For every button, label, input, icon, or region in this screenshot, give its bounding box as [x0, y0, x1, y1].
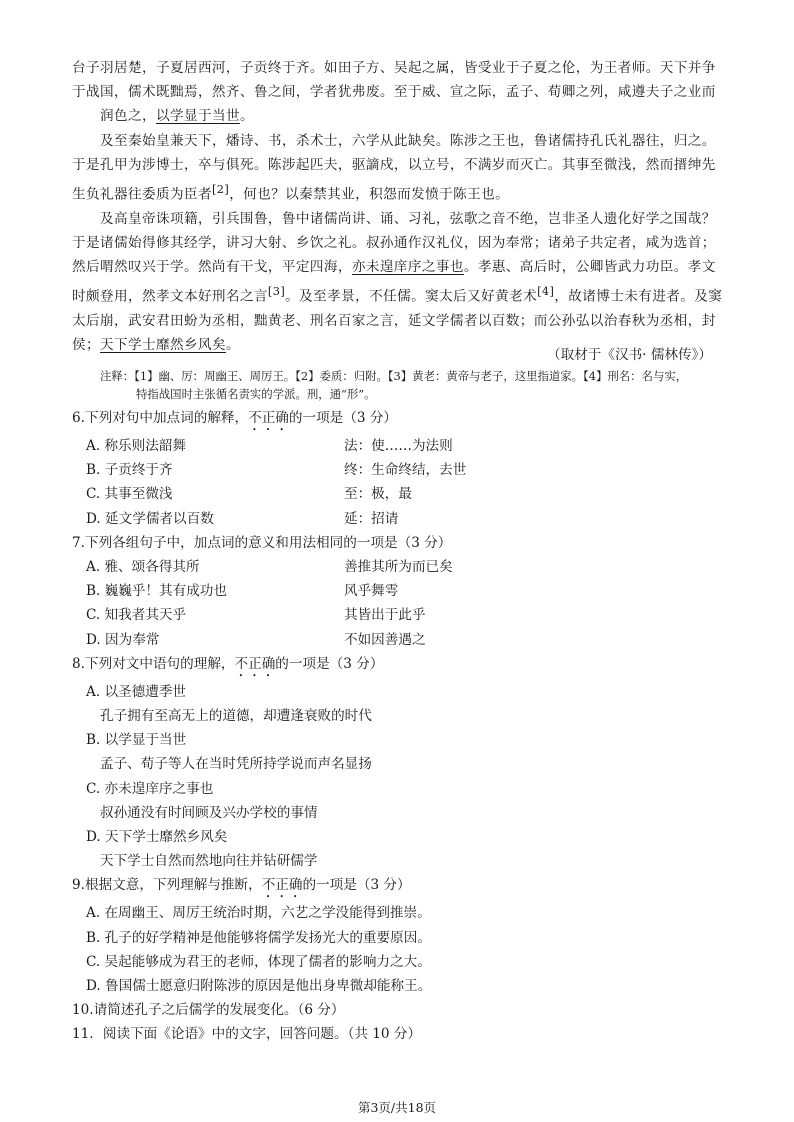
option-explanation: 法：使……为法则: [344, 438, 453, 454]
question-8-option-b-explanation: 孟子、荀子等人在当时凭所持学说而声名显扬: [100, 756, 372, 773]
footnote-line: 注释：【1】幽、厉：周幽王、周厉王。【2】委质：归附。【3】黄老：黄帝与老子，这里指道家。【4】刑名：名与实，: [100, 369, 688, 383]
underlined-phrase: 亦未遑庠序之事也: [351, 259, 464, 276]
question-8-option-d: D. 天下学士靡然乡风矣: [86, 829, 228, 846]
question-7-option-c: [72, 603, 732, 627]
question-7-option-b: [72, 579, 732, 603]
option-sentence: B. 巍巍乎！其有成功也: [86, 583, 227, 600]
option-explanation: 延：招请: [344, 510, 399, 527]
question-6-option-a: [72, 434, 732, 458]
option-sentence: D. 因为奉常: [86, 631, 160, 648]
question-6-stem: [72, 406, 732, 434]
passage-text: 时颇登用，然孝文本好刑名之言: [72, 288, 268, 305]
question-8-option-b: B. 以学显于当世: [86, 732, 187, 749]
emphasis-text: 不正确: [261, 877, 303, 894]
reading-passage: [72, 56, 722, 358]
question-list: [72, 406, 732, 1047]
passage-line: [72, 104, 722, 128]
question-7-option-d: [72, 628, 732, 652]
question-9-option-d: D. 鲁国儒士愿意归附陈涉的原因是他出身卑微却能称王。: [86, 978, 432, 995]
emphasis-text: 不正确: [234, 655, 276, 672]
stem-text: 8.下列对文中语句的理解，: [72, 655, 235, 672]
question-8-option-a: A. 以圣德遭季世: [86, 683, 187, 700]
passage-source: （取材于《汉书· 儒林传》）: [547, 347, 712, 363]
passage-line: 于战国，儒术既黜焉，然齐、鲁之间，学者犹弗废。至于威、宣之际，孟子、荀卿之列，咸遵夫子之业而: [72, 84, 716, 101]
passage-line: [72, 279, 722, 309]
underlined-phrase: 天下学士靡然乡风矣: [100, 337, 226, 354]
question-8-option-c-explanation: 叔孙通没有时间顾及兴办学校的事情: [100, 804, 318, 821]
question-7-stem: 7.下列各组句子中，加点词的意义和用法相同的一项是（3 分）: [72, 534, 452, 551]
option-sentence: D. 延文学儒者以百数: [86, 510, 214, 527]
footnotes: [100, 367, 740, 403]
option-sentence: A. 雅、颂各得其所: [86, 559, 200, 576]
passage-line: 及高皇帝诛项籍，引兵围鲁，鲁中诸儒尚讲、诵、习礼，弦歌之音不绝，岂非圣人遗化好学之国哉？: [100, 210, 716, 227]
option-compare-sentence: 善推其所为而已矣: [344, 559, 453, 576]
option-compare-sentence: 不如因善遇之: [344, 631, 426, 648]
stem-text: 6.下列对句中加点词的解释，: [72, 410, 249, 426]
passage-text: 生负礼器往委质为臣者: [72, 186, 212, 203]
option-compare-sentence: 风乎舞雩: [344, 583, 399, 600]
passage-line: 太后崩，武安君田蚡为丞相，黜黄老、刑名百家之言，延文学儒者以百数；而公孙弘以治春秋为丞相，封: [72, 313, 716, 330]
emphasis-text: 不正确: [248, 410, 289, 426]
passage-line: [72, 255, 722, 279]
question-6-option-c: [72, 482, 732, 506]
stem-text: 的一项是（3 分）: [275, 655, 384, 672]
question-9-option-c: C. 吴起能够成为君王的老师，体现了儒者的影响力之大。: [86, 953, 431, 970]
passage-text: 润色之，: [100, 108, 156, 125]
option-sentence: C. 知我者其天乎: [86, 607, 187, 624]
question-10-stem: 10.请简述孔子之后儒学的发展变化。（6 分）: [72, 1002, 345, 1019]
question-11-stem: 11．阅读下面《论语》中的文字，回答问题。（共 10 分）: [72, 1026, 422, 1043]
page-number: 第3页/共18页: [357, 1100, 437, 1115]
option-sentence: B. 子贡终于齐: [86, 462, 173, 479]
passage-text: 。: [225, 337, 240, 354]
question-8-option-d-explanation: 天下学士自然而然地向往并钻研儒学: [100, 853, 318, 870]
passage-text: ，故诸博士未有进者。及窦: [554, 288, 722, 305]
footnote-ref: [4]: [537, 284, 555, 299]
passage-text: 侯；: [72, 337, 100, 354]
passage-line: 台子羽居楚，子夏居西河，子贡终于齐。如田子方、吴起之属，皆受业于子夏之伦，为王者师。天下并争: [72, 60, 716, 76]
question-8-stem: [72, 652, 732, 680]
option-sentence: C. 其事至微浅: [86, 486, 173, 503]
option-explanation: 终：生命终结，去世: [344, 462, 467, 479]
question-9-option-b: B. 孔子的好学精神是他能够将儒学发扬光大的重要原因。: [86, 929, 431, 946]
footnote-line: 特指战国时主张循名责实的学派。刑，通“形”。: [136, 387, 376, 401]
passage-line: [72, 177, 722, 207]
passage-line: 及至秦始皇兼天下，燔诗、书，杀术士，六学从此缺矣。陈涉之王也，鲁诸儒持孔氏礼器往，归之。: [100, 132, 716, 149]
passage-text: 。及至孝景，不任儒。窦太后又好黄老术: [285, 288, 538, 305]
question-7-option-a: [72, 555, 732, 579]
footnote-ref: [3]: [267, 284, 286, 299]
passage-text: 。: [239, 108, 254, 125]
stem-text: 9.根据文意，下列理解与推断，: [72, 877, 262, 894]
stem-text: 的一项是（3 分）: [288, 410, 398, 426]
passage-text: 然后喟然叹兴于学。然尚有干戈，平定四海，: [72, 259, 352, 276]
question-6-option-b: [72, 458, 732, 482]
stem-text: 的一项是（3 分）: [302, 877, 411, 894]
option-sentence: A. 称乐则法韶舞: [86, 438, 187, 454]
option-explanation: 至：极，最: [344, 486, 412, 503]
passage-line: 于是诸儒始得修其经学，讲习大射、乡饮之礼。叔孙通作汉礼仪，因为奉常；诸弟子共定者，咸为选首；: [72, 234, 716, 251]
question-9-stem: [72, 873, 732, 901]
passage-text: 。孝惠、高后时，公卿皆武力功臣。孝文: [463, 259, 716, 276]
question-9-option-a: A. 在周幽王、周厉王统治时期，六艺之学没能得到推崇。: [86, 905, 431, 922]
underlined-phrase: 以学显于当世: [155, 108, 240, 125]
option-compare-sentence: 其皆出于此乎: [344, 607, 426, 624]
question-6-option-d: [72, 507, 732, 531]
passage-text: ，何也？以秦禁其业，积怨而发愤于陈王也。: [229, 186, 510, 203]
passage-line: 于是孔甲为涉博士，卒与俱死。陈涉起匹夫，驱謫戍，以立号，不满岁而灭亡。其事至微浅，然而搢绅先: [72, 156, 716, 173]
question-8-option-c: C. 亦未遑庠序之事也: [86, 780, 214, 797]
question-8-option-a-explanation: 孔子拥有至高无上的道德，却遭逢衰败的时代: [100, 708, 372, 725]
footnote-ref: [2]: [211, 182, 230, 197]
